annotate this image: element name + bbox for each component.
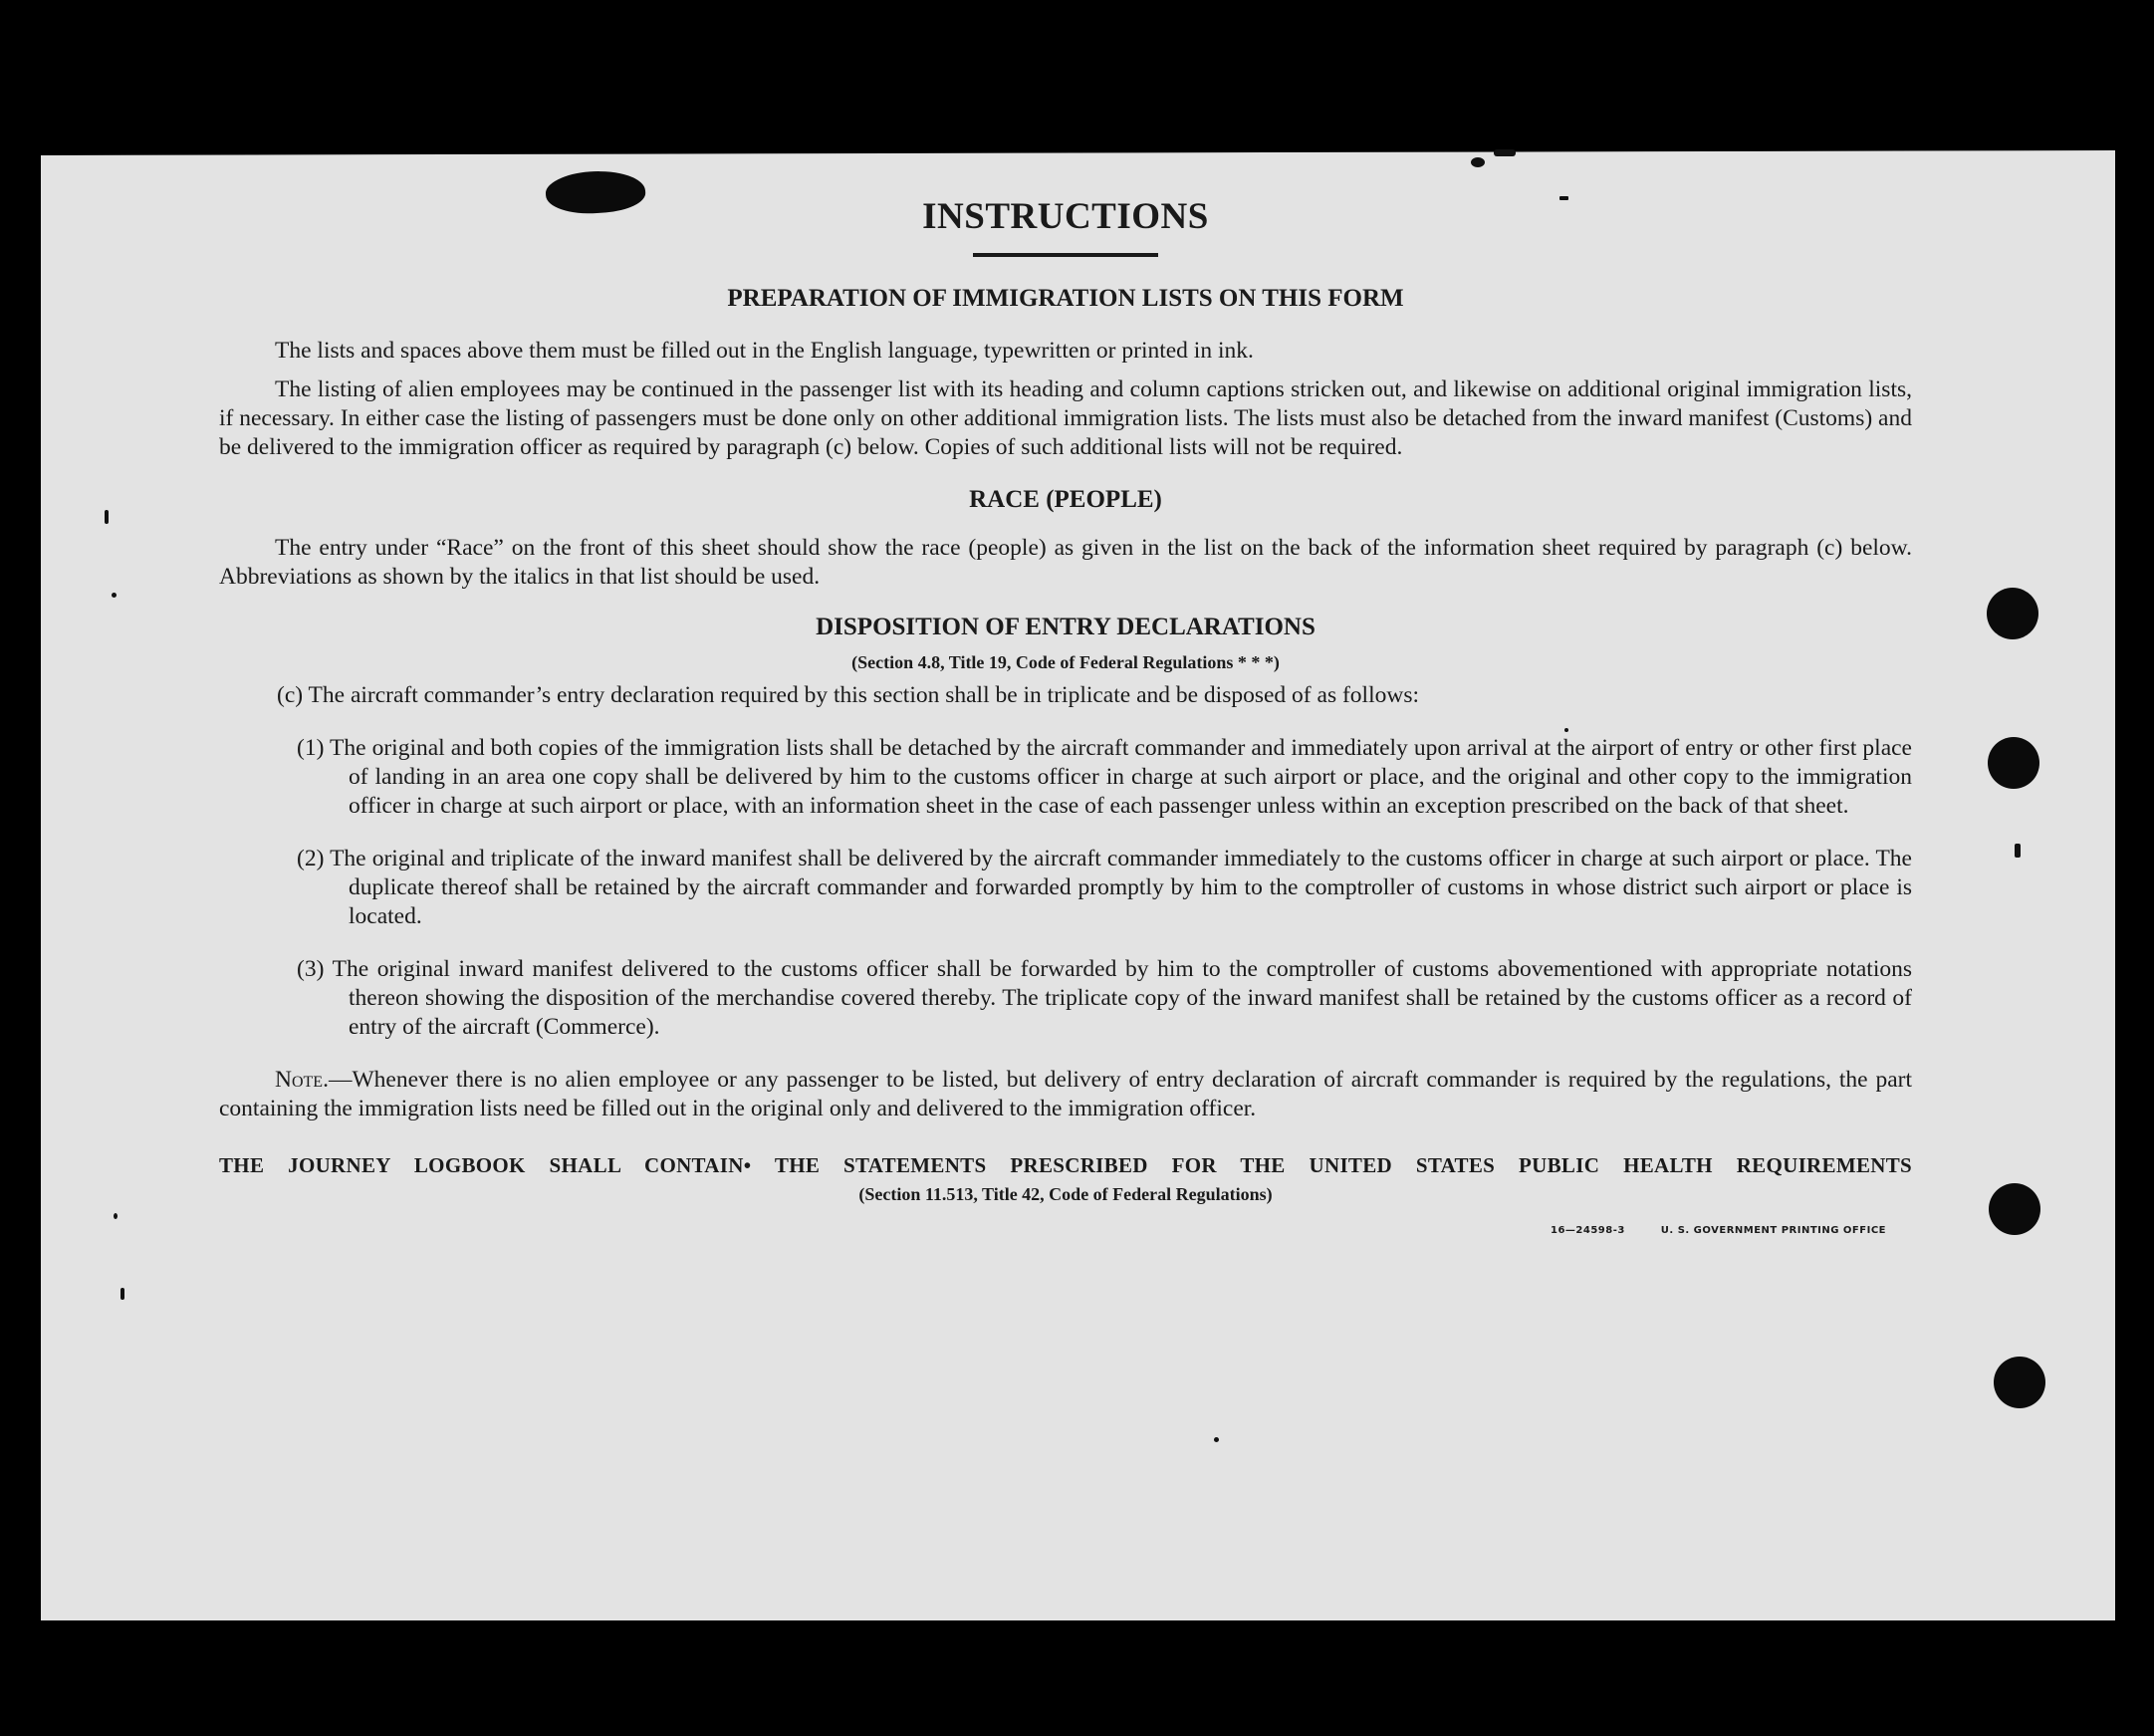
footer (219, 1225, 1912, 1255)
page-title: INSTRUCTIONS (922, 196, 1209, 237)
ink-speck (120, 1288, 124, 1300)
disposition-reference: (Section 4.8, Title 19, Code of Federal Regulations * * *) (851, 652, 1280, 672)
disposition-intro: (c) The aircraft commander’s entry declaration required by this section shall be in triplicate and be disposed of as follows: (277, 682, 1419, 708)
ink-speck (105, 510, 109, 524)
ink-speck (1494, 149, 1516, 156)
punch-hole (1987, 588, 2038, 639)
race-paragraph: The entry under “Race” on the front of this sheet should show the race (people) as given in the list on the back of the information sheet required by paragraph (c) below. Abbreviations as shown by the italics in that list should be used. (219, 535, 1912, 590)
preparation-paragraph-1: The lists and spaces above them must be filled out in the English language, typewritten or printed in ink. (275, 338, 1254, 364)
note-body: —Whenever there is no alien employee or any passenger to be listed, but delivery of entry declaration of aircraft commander is required by the regulations, the part containing the immigration lists need be filled out in the original only and delivered to the immigration officer. (219, 1067, 1912, 1121)
ink-speck (112, 593, 117, 598)
disposition-item-3: (3) The original inward manifest delivered to the customs officer shall be forwarded by him to the comptroller of customs abovementioned with appropriate notations thereon showing the disposition of the merchandise covered thereby. The triplicate copy of the inward manifest shall be retained by the customs officer as a record of entry of the aircraft (Commerce). (297, 956, 1912, 1040)
ink-speck (1214, 1437, 1219, 1442)
health-requirement-line: THE JOURNEY LOGBOOK SHALL CONTAIN• THE STATEMENTS PRESCRIBED FOR THE UNITED STATES PUBLIC HEALTH REQUIREMENTS (219, 1153, 1912, 1177)
preparation-heading: PREPARATION OF IMMIGRATION LISTS ON THIS FORM (727, 285, 1404, 312)
ink-speck (2015, 844, 2021, 858)
instructions-content (219, 195, 1912, 1255)
disposition-item-2: (2) The original and triplicate of the inward manifest shall be delivered by the aircraft commander immediately to the customs officer in charge at such airport or place. The duplicate thereof shall be retained by the aircraft commander and forwarded promptly by him to the comptroller of customs in whose district such airport or place is located. (297, 846, 1912, 929)
disposition-item-1: (1) The original and both copies of the immigration lists shall be detached by the aircraft commander and immediately upon arrival at the airport of entry or other first place of landing in an area one copy shall be delivered by him to the customs officer in charge at such airport or place, and the original and other copy to the immigration officer in charge at such airport or place, with an information sheet in the case of each passenger unless within an exception prescribed on the back of that sheet. (297, 735, 1912, 819)
note-lead: Note. (275, 1067, 329, 1093)
health-reference: (Section 11.513, Title 42, Code of Federal Regulations) (858, 1184, 1273, 1204)
ink-speck (114, 1213, 118, 1219)
punch-hole (1994, 1357, 2045, 1408)
disposition-heading: DISPOSITION OF ENTRY DECLARATIONS (816, 614, 1316, 640)
ink-speck (1471, 157, 1485, 167)
preparation-paragraph-2: The listing of alien employees may be continued in the passenger list with its heading and column captions stricken out, and likewise on additional original immigration lists, if necessary. In either case the listing of passengers must be done only on other additional immigration lists. The lists must also be detached from the inward manifest (Customs) and be delivered to the immigration officer as required by paragraph (c) below. Copies of such additional lists will not be required. (219, 376, 1912, 460)
note-paragraph (219, 1066, 1912, 1123)
punch-hole (1989, 1183, 2040, 1235)
title-underline (973, 253, 1158, 257)
printer-credit: U. S. GOVERNMENT PRINTING OFFICE (1660, 1225, 1886, 1236)
punch-hole (1988, 737, 2039, 789)
race-heading: RACE (PEOPLE) (969, 486, 1162, 513)
form-code: 16—24598-3 (1551, 1225, 1625, 1236)
footer-line (1551, 1225, 1886, 1236)
